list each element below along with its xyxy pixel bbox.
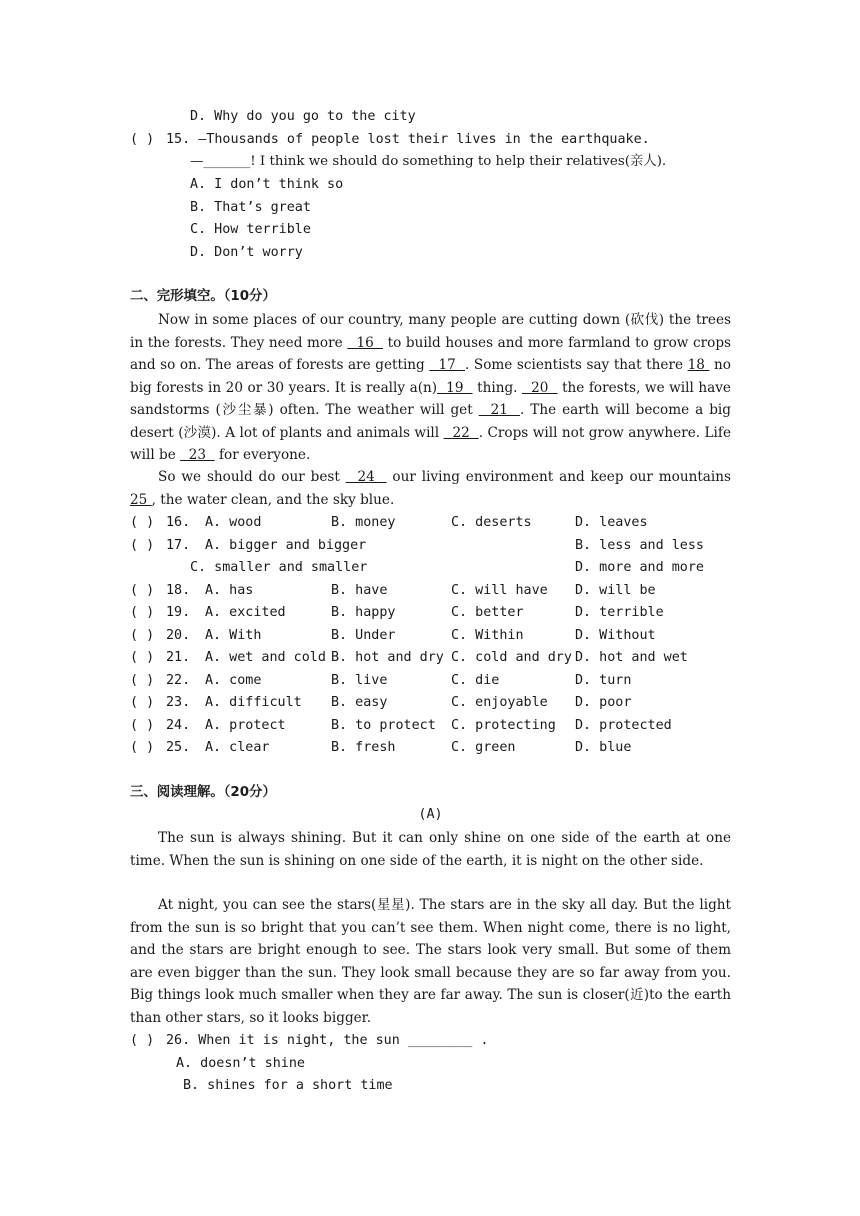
q15-option-c[interactable]: C. How terrible	[190, 222, 311, 237]
q16-option-c[interactable]: C. deserts	[451, 515, 532, 530]
q17-option-b[interactable]: B. less and less	[575, 538, 704, 553]
q19-option-a[interactable]: A. excited	[205, 605, 286, 620]
blank-22: 22	[443, 424, 479, 441]
q15-reply: —_______! I think we should do something to help their relatives(亲人).	[190, 154, 667, 169]
q24-answer-paren[interactable]: ( )	[130, 718, 155, 733]
q24-number: 24.	[166, 718, 191, 733]
q25-answer-paren[interactable]: ( )	[130, 740, 155, 755]
blank-17: 17	[429, 357, 465, 373]
q19-number: 19.	[166, 605, 191, 620]
blank-16: 16	[347, 334, 384, 351]
cloze-text: no big forests in 20 or 30 years. It is really a(n)	[130, 357, 731, 396]
cloze-paragraph-2	[130, 466, 731, 511]
q23-option-c[interactable]: C. enjoyable	[451, 695, 548, 710]
q24-option-b[interactable]: B. to protect	[331, 718, 436, 733]
q25-option-b[interactable]: B. fresh	[331, 740, 396, 755]
q19-option-c[interactable]: C. better	[451, 605, 524, 620]
q19-option-d[interactable]: D. terrible	[575, 605, 664, 620]
q22-option-d[interactable]: D. turn	[575, 673, 632, 688]
q15-answer-paren[interactable]: ( )	[130, 132, 155, 147]
q21-option-a[interactable]: A. wet and cold	[205, 650, 326, 665]
q15-option-a[interactable]: A. I don’t think so	[190, 177, 344, 192]
passage-a-title: (A)	[418, 807, 443, 822]
q21-option-d[interactable]: D. hot and wet	[575, 650, 688, 665]
blank-19: 19	[437, 379, 473, 396]
q15-option-b[interactable]: B. That’s great	[190, 200, 311, 215]
q18-number: 18.	[166, 583, 191, 598]
section3-heading: 三、阅读理解。（20分）	[130, 785, 276, 800]
q17-number: 17.	[166, 538, 191, 553]
q25-number: 25.	[166, 740, 191, 755]
cloze-text: So we should do our best	[158, 469, 346, 485]
q24-option-a[interactable]: A. protect	[205, 718, 286, 733]
q16-number: 16.	[166, 515, 191, 530]
q23-option-a[interactable]: A. difficult	[205, 695, 302, 710]
q16-answer-paren[interactable]: ( )	[130, 515, 155, 530]
q22-answer-paren[interactable]: ( )	[130, 673, 155, 688]
reading-paragraph-1	[130, 827, 731, 872]
q15-option-d[interactable]: D. Don’t worry	[190, 245, 303, 260]
q24-option-c[interactable]: C. protecting	[451, 718, 556, 733]
q23-option-b[interactable]: B. easy	[331, 695, 388, 710]
q18-answer-paren[interactable]: ( )	[130, 583, 155, 598]
cloze-text: , the water clean, and the sky blue.	[151, 491, 395, 508]
blank-18: 18	[687, 357, 710, 373]
cloze-text: . The earth will become a big desert (沙漠). A lot of plants and animals will	[130, 402, 731, 441]
q15-stem: 15. —Thousands of people lost their lives in the earthquake.	[166, 132, 650, 147]
q22-option-c[interactable]: C. die	[451, 673, 500, 688]
q23-answer-paren[interactable]: ( )	[130, 695, 155, 710]
q18-option-b[interactable]: B. have	[331, 583, 388, 598]
q17-option-d[interactable]: D. more and more	[575, 560, 704, 575]
q21-option-c[interactable]: C. cold and dry	[451, 650, 572, 665]
q21-answer-paren[interactable]: ( )	[130, 650, 155, 665]
q17-option-c[interactable]: C. smaller and smaller	[190, 560, 368, 575]
q24-option-d[interactable]: D. protected	[575, 718, 672, 733]
q25-option-a[interactable]: A. clear	[205, 740, 270, 755]
q25-option-d[interactable]: D. blue	[575, 740, 632, 755]
q20-option-a[interactable]: A. With	[205, 628, 262, 643]
q21-option-b[interactable]: B. hot and dry	[331, 650, 444, 665]
q18-option-a[interactable]: A. has	[205, 583, 254, 598]
blank-25: 25	[130, 491, 152, 508]
q26-option-b[interactable]: B. shines for a short time	[183, 1078, 393, 1093]
q20-option-c[interactable]: C. Within	[451, 628, 524, 643]
q23-number: 23.	[166, 695, 191, 710]
q20-number: 20.	[166, 628, 191, 643]
cloze-paragraph-1	[130, 309, 731, 467]
q18-option-d[interactable]: D. will be	[575, 583, 656, 598]
cloze-text: . Crops will not grow anywhere. Life will be	[130, 424, 731, 463]
q19-option-b[interactable]: B. happy	[331, 605, 396, 620]
q16-option-a[interactable]: A. wood	[205, 515, 262, 530]
q19-answer-paren[interactable]: ( )	[130, 605, 155, 620]
reading-text: The sun is always shining. But it can only shine on one side of the earth at one time. When the sun is shining on one side of the earth, it is night on the other side.	[130, 830, 731, 869]
cloze-text: thing.	[472, 379, 523, 396]
reading-paragraph-2	[130, 894, 731, 1029]
q20-option-b[interactable]: B. Under	[331, 628, 396, 643]
section2-heading: 二、完形填空。（10分）	[130, 289, 276, 304]
q26-answer-paren[interactable]: ( )	[130, 1033, 155, 1048]
q23-option-d[interactable]: D. poor	[575, 695, 632, 710]
cloze-text: our living environment and keep our mountains	[386, 469, 731, 485]
q21-number: 21.	[166, 650, 191, 665]
q22-number: 22.	[166, 673, 191, 688]
q18-option-c[interactable]: C. will have	[451, 583, 548, 598]
q25-option-c[interactable]: C. green	[451, 740, 516, 755]
q16-option-d[interactable]: D. leaves	[575, 515, 648, 530]
q14-option-d: D. Why do you go to the city	[190, 109, 416, 124]
blank-20: 20	[522, 379, 558, 396]
cloze-text: to build houses and more farmland to grow crops and so on. The areas of forests are getting	[130, 334, 731, 373]
q26-option-a[interactable]: A. doesn’t shine	[176, 1056, 305, 1071]
blank-23: 23	[180, 447, 215, 463]
q20-answer-paren[interactable]: ( )	[130, 628, 155, 643]
q22-option-a[interactable]: A. come	[205, 673, 262, 688]
q17-answer-paren[interactable]: ( )	[130, 538, 155, 553]
blank-21: 21	[478, 402, 520, 418]
reading-text: At night, you can see the stars(星星). The stars are in the sky all day. But the light from the sun is so bright that you can’t see them. When night come, there is no light, and the stars are bright enough to see. The stars look very small. But some of them are even bigger than the sun. They look small because they are so far away from you. Big things look much smaller when they are far away. The sun is closer(近)to the earth than other stars, so it looks bigger.	[130, 897, 731, 1026]
cloze-text: Now in some places of our country, many people are cutting down (砍伐) the trees in the forests. They need more	[130, 312, 731, 351]
q16-option-b[interactable]: B. money	[331, 515, 396, 530]
q17-option-a[interactable]: A. bigger and bigger	[205, 538, 367, 553]
q26-stem: 26. When it is night, the sun ________ .	[166, 1033, 489, 1048]
cloze-text: the forests, we will have sandstorms (沙尘暴) often. The weather will get	[130, 379, 731, 418]
cloze-text: for everyone.	[214, 447, 311, 463]
q22-option-b[interactable]: B. live	[331, 673, 388, 688]
blank-24: 24	[345, 469, 387, 485]
q20-option-d[interactable]: D. Without	[575, 628, 656, 643]
cloze-text: . Some scientists say that there	[465, 357, 688, 373]
